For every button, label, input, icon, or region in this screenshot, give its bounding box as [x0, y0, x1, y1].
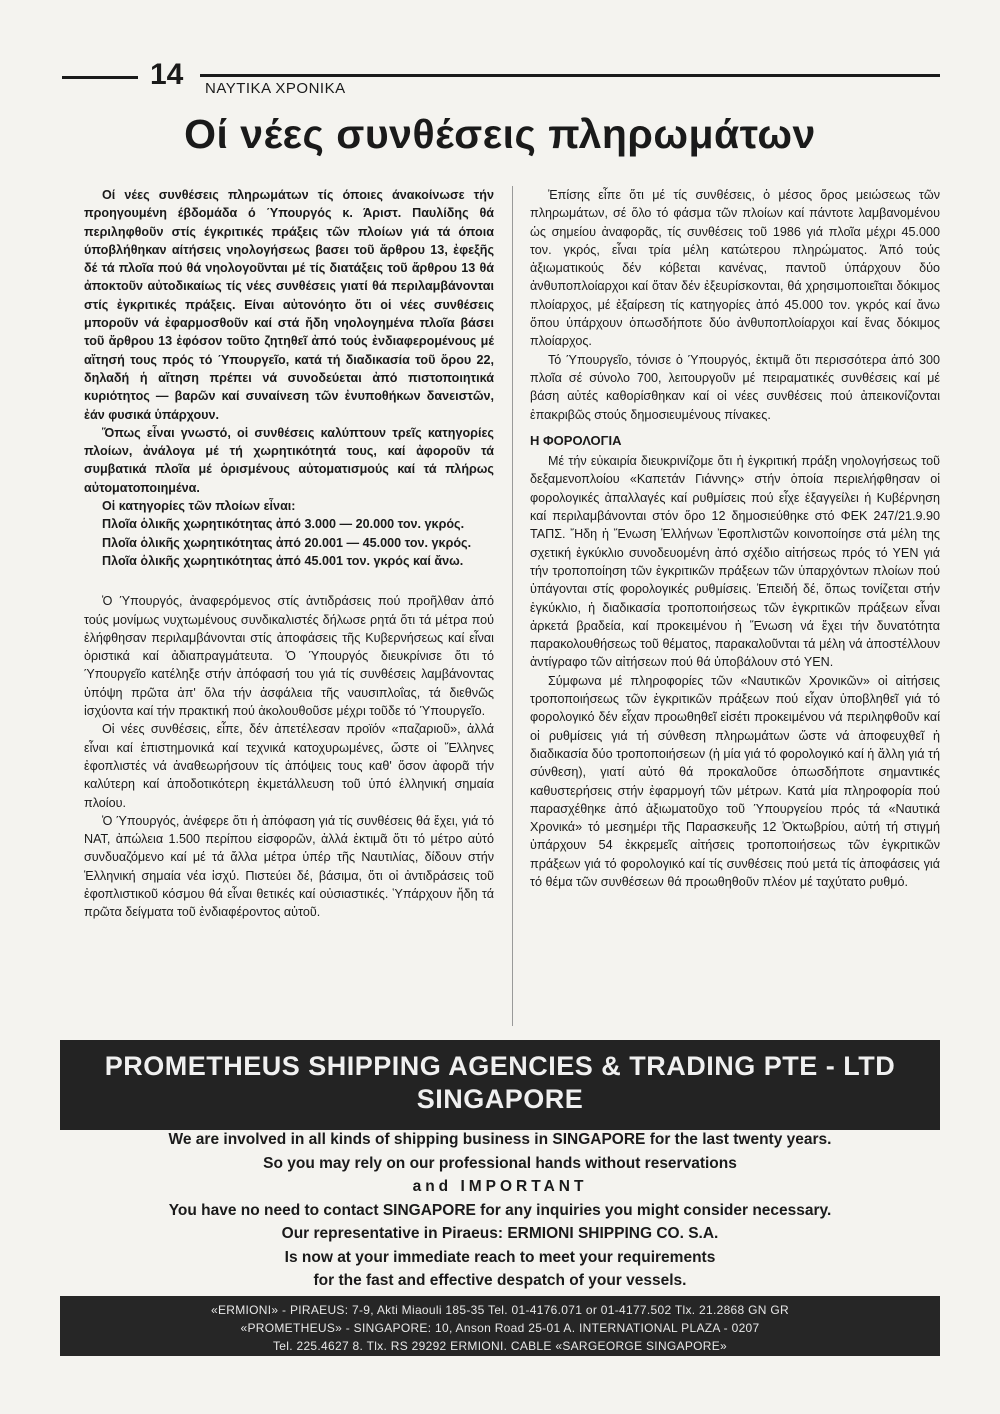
- magazine-name: ΝΑΥΤΙΚΑ ΧΡΟΝΙΚΑ: [205, 80, 346, 97]
- paragraph: Οἱ κατηγορίες τῶν πλοίων εἶναι:: [102, 499, 296, 514]
- paragraph: Ὅπως εἶναι γνωστό, οἱ συνθέσεις καλύπτουν τρεῖς κατηγορίες πλοίων, ἀνάλογα μέ τή χωρητικότητά τους, καί ἀφοροῦν τά συμβατικά πλοῖα μέ ὁρισμένους αὐτοματισμούς καί τά πλήρως αὐτοματοποιημένα.: [84, 425, 494, 495]
- ad-company-name: PROMETHEUS SHIPPING AGENCIES & TRADING PTE - LTD: [104, 1051, 896, 1081]
- right-column: [530, 186, 940, 891]
- column-divider: [512, 186, 513, 1026]
- ad-text-line: Is now at your immediate reach to meet your requirements: [284, 1248, 716, 1266]
- paragraph: Πλοῖα ὁλικῆς χωρητικότητας ἀπό 3.000 — 20.000 τον. γκρός.: [102, 517, 465, 532]
- paragraph: Σύμφωνα μέ πληροφορίες τῶν «Ναυτικῶν Χρονικῶν» οἱ αἰτήσεις τροποποιήσεως τῶν ἐγκριτικῶν πράξεων πού εἶχαν ὑποβληθεῖ γιά τό φορολογικό δέν εἶχαν προωθηθεῖ εἰσέτι προκειμένου νά περιληφθοῦν καί οἱ ρυθμίσεις γιά τή σύνθεση πληρωμάτων ὥστε νά ἀποφευχθεῖ ἡ διαδικασία δύο τροποποιήσεων (ἡ μία γιά τό φορολογικό καί ἡ ἄλλη γιά τή σύνθεση), γιατί αὐτό θά προκαλοῦσε ὁπωσδήποτε σημαντικές καθυστερήσεις στήν ἐφαρμογή τῶν μέτρων. Κατά μία πληροφορία πού παρασχέθηκε ἀπό ἀξιωματοῦχο τοῦ Ύπουργείου πρός τά «Ναυτικά Χρονικά» τό μεσημέρι τῆς Παρασκευῆς 12 Ὀκτωβρίου, αὐτή τή στιγμή ὑπάρχουν 54 ἐκκρεμεῖς αἰτήσεις τροποποιήσεως τῶν ἐγκριτικῶν πράξεων γιά τό φορολογικό καί τίς συνθέσεις πού μετά τίς ἀποφάσεις γιά τό θέμα τῶν συνθέσεων θά προωθηθοῦν πλέον μέ ταχύτατο ρυθμό.: [530, 673, 940, 889]
- left-column: [84, 186, 494, 922]
- ad-text-line: We are involved in all kinds of shipping business in SINGAPORE for the last twenty years.: [168, 1131, 832, 1148]
- header-rule-right: [200, 74, 940, 77]
- header-rule-left: [62, 76, 138, 79]
- paragraph: Ὁ Ύπουργός, ἀναφερόμενος στίς ἀντιδράσεις πού προῆλθαν ἀπό τούς μονίμως νυχτωμένους συνδικαλιστές δήλωσε ρητά ὅτι τά μέτρα πού ἐλήφθησαν περιλαμβάνονται στίς ἀποφάσεις τῆς Κυβερνήσεως καί εἶναι ὁριστικά καί ἀδιαπραγμάτευτα. Ὁ Ύπουργός διευκρίνισε ὅτι τό Ύπουργεῖο κατέληξε στήν ἀπόφασή του γιά τίς συνθέσεις λαμβάνοντας ὑπόψη πρῶτα ἀπ' ὅλα τήν ἀσφάλεια τῆς ναυσιπλοΐας, τά διεθνῶς ἰσχύοντα καί τήν πρακτική πού ἀκολουθοῦσε μέχρι τοῦδε τό Ύπουργεῖο.: [84, 594, 494, 719]
- paragraph: Οί νέες συνθέσεις πληρωμάτων τίς όποιες άνακοίνωσε τήν προηγουμένη έβδομάδα ό Ύπουργός κ. Άριστ. Παυλίδης θά περιληφθοῦν στίς έγκριτικές πράξεις τῶν πλοίων γιά τά όποια ύποβλήθηκαν αίτήσεις νηολογήσεως βασει τοῦ ἄρθρου 13, ἐφεξῆς δέ τά πλοῖα πού θά νηολογοῦνται μέ τίς διατάξεις τοῦ ἄρθρου 13 θά ἀποκτοῦν αὐτοδικαίως τίς νέες συνθέσεις γιατί θά περιλαμβάνονται στίς ἐγκριτικές πράξεις. Είναι αὐτονόητο ὅτι οἱ νέες συνθέσεις μποροῦν νά ἐφαρμοσθοῦν καί στά ἤδη νηολογημένα πλοῖα βάσει τοῦ ἄρθρου 13 ἐφόσον τοῦτο ζητηθεῖ ἀπό τούς ἐνδιαφερομένους μέ αἴτησή τους πρός τό Ύπουργεῖο, κατά τή διαδικασία τοῦ ὅρου 22, δηλαδή ἡ αἴτηση πρέπει νά συνοδεύεται ἀπό πιστοποιητικά κυριότητος — βαρῶν καί συναίνεση τῶν ἐνυποθήκων δανειστῶν, ἐάν φυσικά ὑπάρχουν.: [84, 188, 494, 422]
- paragraph: Πλοῖα ὁλικῆς χωρητικότητας ἀπό 45.001 τον. γκρός καί ἄνω.: [102, 553, 464, 568]
- paragraph: Μέ τήν εὐκαιρία διευκρινίζομε ὅτι ἡ ἐγκριτική πράξη νηολογήσεως τοῦ δεξαμενοπλοίου «Καπετάν Γιάννης» στήν ὁποία περιελήφθησαν οἱ φορολογικές ἀπαλλαγές καί ρυθμίσεις πού εἶχε ἐξαγγείλει ἡ Κυβέρνηση καί περιλαμβάνονται στόν ὅρο 12 δημοσιεύθηκε στό ΦΕΚ 247/21.9.90 ΤΑΠΣ. Ἤδη ἡ Ἕνωση Ἑλλήνων Ἐφοπλιστῶν κοινοποίησε στά μέλη της σχετική ἐγκύκλιο συνοδευομένη ἀπό σχέδιο αἰτήσεως πρός τό ΥΕΝ γιά τήν τροποποίηση τῶν ἐγκριτικῶν πράξεων τῶν ὑπαρχόντων πλοίων πού ὑπάγονται στίς φορολογικές ρυθμίσεις. Ἐπειδή δέ, ὅπως τονίζεται στήν ἐγκύκλιο, ἡ διαδικασία τροποποιήσεως τῶν ἐγκριτικῶν πράξεων εἶναι ἀρκετά βραδεία, καί προκειμένου ἡ Ἕνωση νά ἔχει τήν δυνατότητα παρακολουθήσεως τοῦ θέματος, παρακαλοῦνται τά μέλη νά ἀποστέλλουν ἀντίγραφο τῶν αἰτήσεων πού θά ὑποβάλουν στό ΥΕΝ.: [530, 454, 940, 670]
- paragraph: Ὁ Ύπουργός, ἀνέφερε ὅτι ἡ ἀπόφαση γιά τίς συνθέσεις θά ἔχει, γιά τό ΝΑΤ, ἀπώλεια 1.500 περίπου εἰσφορῶν, ἀλλά ἐκτιμᾶ ὅτι τό μέτρο αὐτό συνδυαζόμενο καί μέ τά ἄλλα μέτρα ὑπέρ τῆς Ναυτιλίας, δίδουν στήν Ἑλληνική σημαία νέα ἰσχύ. Πιστεύει δέ, βάσιμα, ὅτι οἱ ἀντιδράσεις τοῦ ἐφοπλιστικοῦ κόσμου θά εἶναι θετικές καί οὐσιαστικές. Ὑπάρχουν ἤδη τά πρῶτα δείγματα τοῦ ἐνδιαφέροντος αὐτοῦ.: [84, 813, 494, 920]
- ad-body: [60, 1128, 940, 1293]
- ad-city: SINGAPORE: [416, 1084, 584, 1114]
- paragraph: Οἱ νέες συνθέσεις, εἶπε, δέν ἀπετέλεσαν προϊόν «παζαριοῦ», ἀλλά εἶναι καί ἐπιστημονικά καί τεχνικά κατοχυρωμένες, ὥστε οἱ Ἕλληνες ἐφοπλιστές νά ἀναθεωρήσουν τίς ἀπόψεις τους καθ' ὅσον ἀφορᾶ τήν καλύτερη καί ἀποδοτικότερη ἐκμετάλλευση τοῦ ὑπό ἑλληνική σημαία πλοίου.: [84, 722, 494, 810]
- article-title: Οί νέες συνθέσεις πληρωμάτων: [184, 111, 816, 157]
- paragraph: Ἐπίσης εἶπε ὅτι μέ τίς συνθέσεις, ὁ μέσος ὅρος μειώσεως τῶν πληρωμάτων, σέ ὅλο τό φάσμα τῶν πλοίων καί πάντοτε λαμβανομένου ὡς σημείου ἀναφορᾶς, τίς συνθέσεις τοῦ 1986 γιά πλοῖα μέχρι 45.000 τον. γκρός, εἶναι τρία μέλη κατώτερου πληρώματος. Ἀπό τούς ἀξιωματικούς δέν κόβεται κανένας, παντοῦ ὑπάρχουν δύο ἀνθυποπλοίαρχοι καί ὅταν δέν ἐξευρίσκονται, θά χρησιμοποιεῖται δόκιμος πλοίαρχος, μέ ἐξαίρεση τίς κατηγορίες ἀπό 45.000 τον. γκρός καί ἄνω ὅπου ὑπάρχουν ὁπωσδήποτε δύο ἀνθυποπλοίαρχοι καί ἕνας δόκιμος πλοίαρχος.: [530, 188, 940, 349]
- paragraph: Πλοῖα ὁλικῆς χωρητικότητας ἀπό 20.001 — 45.000 τον. γκρός.: [102, 535, 472, 550]
- paragraph: Τό Ύπουργεῖο, τόνισε ὁ Ύπουργός, ἐκτιμᾶ ὅτι περισσότερα ἀπό 300 πλοῖα σέ σύνολο 700, λειτουργοῦν μέ πειραματικές συνθέσεις καί μέ βάση αὐτές καθορίσθηκαν καί οἱ νέες συνθέσεις πού ἀπεικονίζονται ἐπακριβῶς στούς δημοσιευμένους πίνακες.: [530, 352, 940, 422]
- contact-line: «PROMETHEUS» - SINGAPORE: 10, Anson Road 25-01 A. INTERNATIONAL PLAZA - 0207: [240, 1321, 760, 1335]
- ad-banner: [60, 1040, 940, 1130]
- contact-line: «ERMIONI» - PIRAEUS: 7-9, Akti Miaouli 185-35 Tel. 01-4176.071 or 01-4177.502 Tlx. 21.2868 GN GR: [211, 1303, 789, 1317]
- contact-line: Tel. 225.4627 8. Tlx. RS 29292 ERMIONI. CABLE «SARGEORGE SINGAPORE»: [272, 1339, 728, 1353]
- ad-text-line: Our representative in Piraeus: ERMIONI SHIPPING CO. S.A.: [281, 1225, 719, 1242]
- ad-text-line: You have no need to contact SINGAPORE for any inquiries you might consider necessary.: [168, 1201, 832, 1219]
- ad-text-line: and IMPORTANT: [412, 1178, 588, 1195]
- ad-text-line: for the fast and effective despatch of your vessels.: [313, 1272, 687, 1289]
- ad-contact-bar: [60, 1296, 940, 1356]
- section-heading: Η ΦΟΡΟΛΟΓΙΑ: [530, 432, 622, 448]
- page-number: 14: [150, 58, 184, 91]
- ad-text-line: So you may rely on our professional hands without reservations: [263, 1154, 737, 1172]
- intro-bold-block: [84, 186, 494, 570]
